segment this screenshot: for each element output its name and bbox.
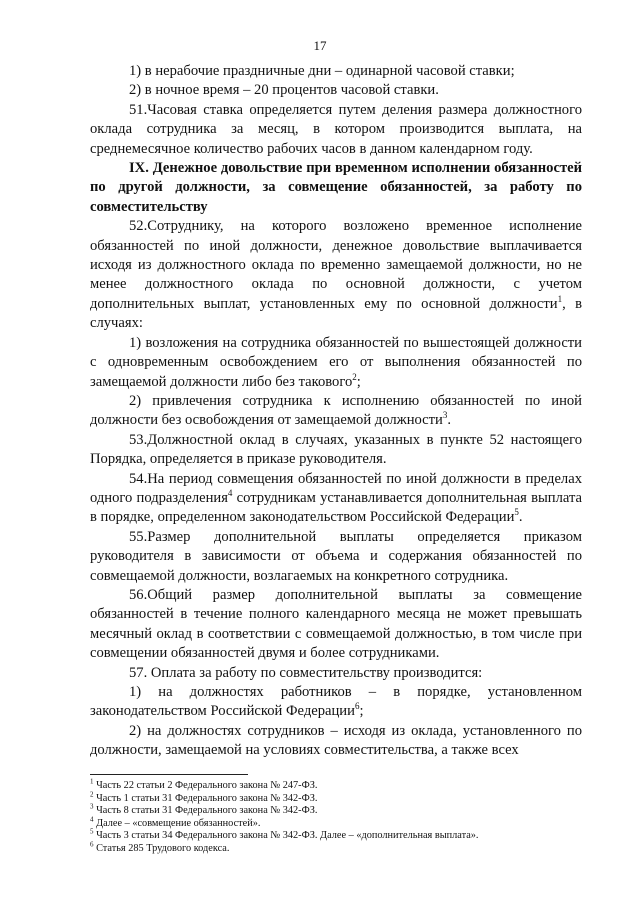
paragraph: 2) в ночное время – 20 процентов часовой ставки.	[129, 82, 439, 99]
footnote	[90, 815, 570, 831]
paragraph-text: .	[447, 412, 451, 429]
paragraph	[90, 683, 582, 722]
footnote-mark: 6	[90, 840, 94, 849]
paragraph: 55.Размер дополнительной выплаты определяется приказом руководителя в зависимости от объема и содержания обязанностей по совмещаемой должности, возлагаемых на конкретного сотрудника.	[90, 528, 582, 584]
footnote-text: Статья 285 Трудового кодекса.	[93, 842, 230, 854]
footnote-ref: 6	[354, 701, 360, 712]
paragraph-text: 52.Сотруднику, на которого возложено временное исполнение обязанностей по иной должности, денежное довольствие выплачивается исходя из должностного оклада по временно замещаемой должности, но не менее должностного оклада по основной должности, с учетом дополнительных выплат, установленных ему по основной должности	[90, 218, 582, 312]
footnote	[90, 840, 570, 856]
paragraph-text: 1) на должностях работников – в порядке, установленном законодательством Российской Федерации	[90, 684, 582, 720]
paragraph	[90, 392, 582, 431]
footnote-ref: 5	[514, 507, 519, 518]
body-text	[90, 62, 582, 761]
paragraph-text: 54.На период совмещения обязанностей по иной должности в пределах одного подразделения	[90, 470, 582, 506]
paragraph-text: ;	[359, 703, 364, 720]
paragraph-text: .	[518, 509, 523, 526]
paragraph-text: сотрудникам устанавливается дополнительная выплата в порядке, определенном законодательством Российской Федерации	[90, 489, 582, 526]
footnote-ref: 2	[352, 371, 357, 382]
footnote	[90, 802, 570, 818]
footnote	[90, 777, 570, 793]
paragraph	[90, 470, 582, 528]
paragraph-text: 1) возложения на сотрудника обязанностей по вышестоящей должности с одновременным освобождением его от выполнения обязанностей по замещаемой должности либо без такового	[90, 334, 582, 390]
paragraph-text: 2) привлечения сотрудника к исполнению обязанностей по иной должности без освобождения от замещаемой должности	[90, 392, 582, 429]
footnote-mark: 1	[90, 777, 94, 786]
footnote	[90, 827, 570, 843]
footnote-text: Часть 8 статьи 31 Федерального закона № 342-ФЗ.	[93, 805, 318, 816]
footnotes	[90, 777, 570, 855]
paragraph: 1) в нерабочие праздничные дни – одинарной часовой ставки;	[129, 63, 515, 79]
footnote-text: Часть 1 статьи 31 Федерального закона № 342-ФЗ.	[93, 792, 318, 804]
section-heading: IX. Денежное довольствие при временном исполнении обязанностей по другой должности, за совмещение обязанностей, за работу по совместительству	[90, 160, 582, 215]
footnote-ref: 4	[227, 488, 233, 499]
footnote-mark: 5	[90, 827, 94, 836]
footnote-mark: 4	[90, 815, 94, 824]
paragraph: 53.Должностной оклад в случаях, указанных в пункте 52 настоящего Порядка, определяется в приказе руководителя.	[90, 431, 582, 468]
footnote-ref: 3	[442, 410, 448, 421]
footnote-text: Часть 3 статьи 34 Федерального закона № 342-ФЗ. Далее – «дополнительная выплата».	[93, 830, 479, 841]
footnote	[90, 790, 570, 806]
paragraph	[90, 217, 582, 333]
paragraph: 57. Оплата за работу по совместительству производится:	[129, 664, 483, 681]
footnote-text: Часть 22 статьи 2 Федерального закона № 247-ФЗ.	[93, 780, 318, 791]
paragraph: 2) на должностях сотрудников – исходя из оклада, установленного по должности, замещаемой на условиях совместительства, а также всех	[90, 722, 582, 759]
footnote-divider	[90, 774, 248, 775]
footnote-mark: 3	[90, 802, 94, 811]
page-number: 17	[313, 38, 327, 53]
footnote-text: Далее – «совмещение обязанностей».	[93, 817, 261, 829]
paragraph-text: , в случаях:	[90, 295, 582, 332]
footnote-ref: 1	[557, 294, 563, 305]
footnote-mark: 2	[90, 790, 94, 799]
paragraph-text: ;	[356, 373, 361, 390]
paragraph: 51.Часовая ставка определяется путем деления размера должностного оклада сотрудника за месяц, в котором производится выплата, на среднемесячное количество рабочих часов в данном календарном году.	[90, 101, 582, 157]
paragraph: 56.Общий размер дополнительной выплаты за совмещение обязанностей в течение полного календарного месяца не может превышать месячный оклад в соответствии с совмещаемой должностью, в том числе при совмещении обязанностей двумя и более сотрудниками.	[90, 586, 582, 662]
paragraph	[90, 334, 582, 392]
